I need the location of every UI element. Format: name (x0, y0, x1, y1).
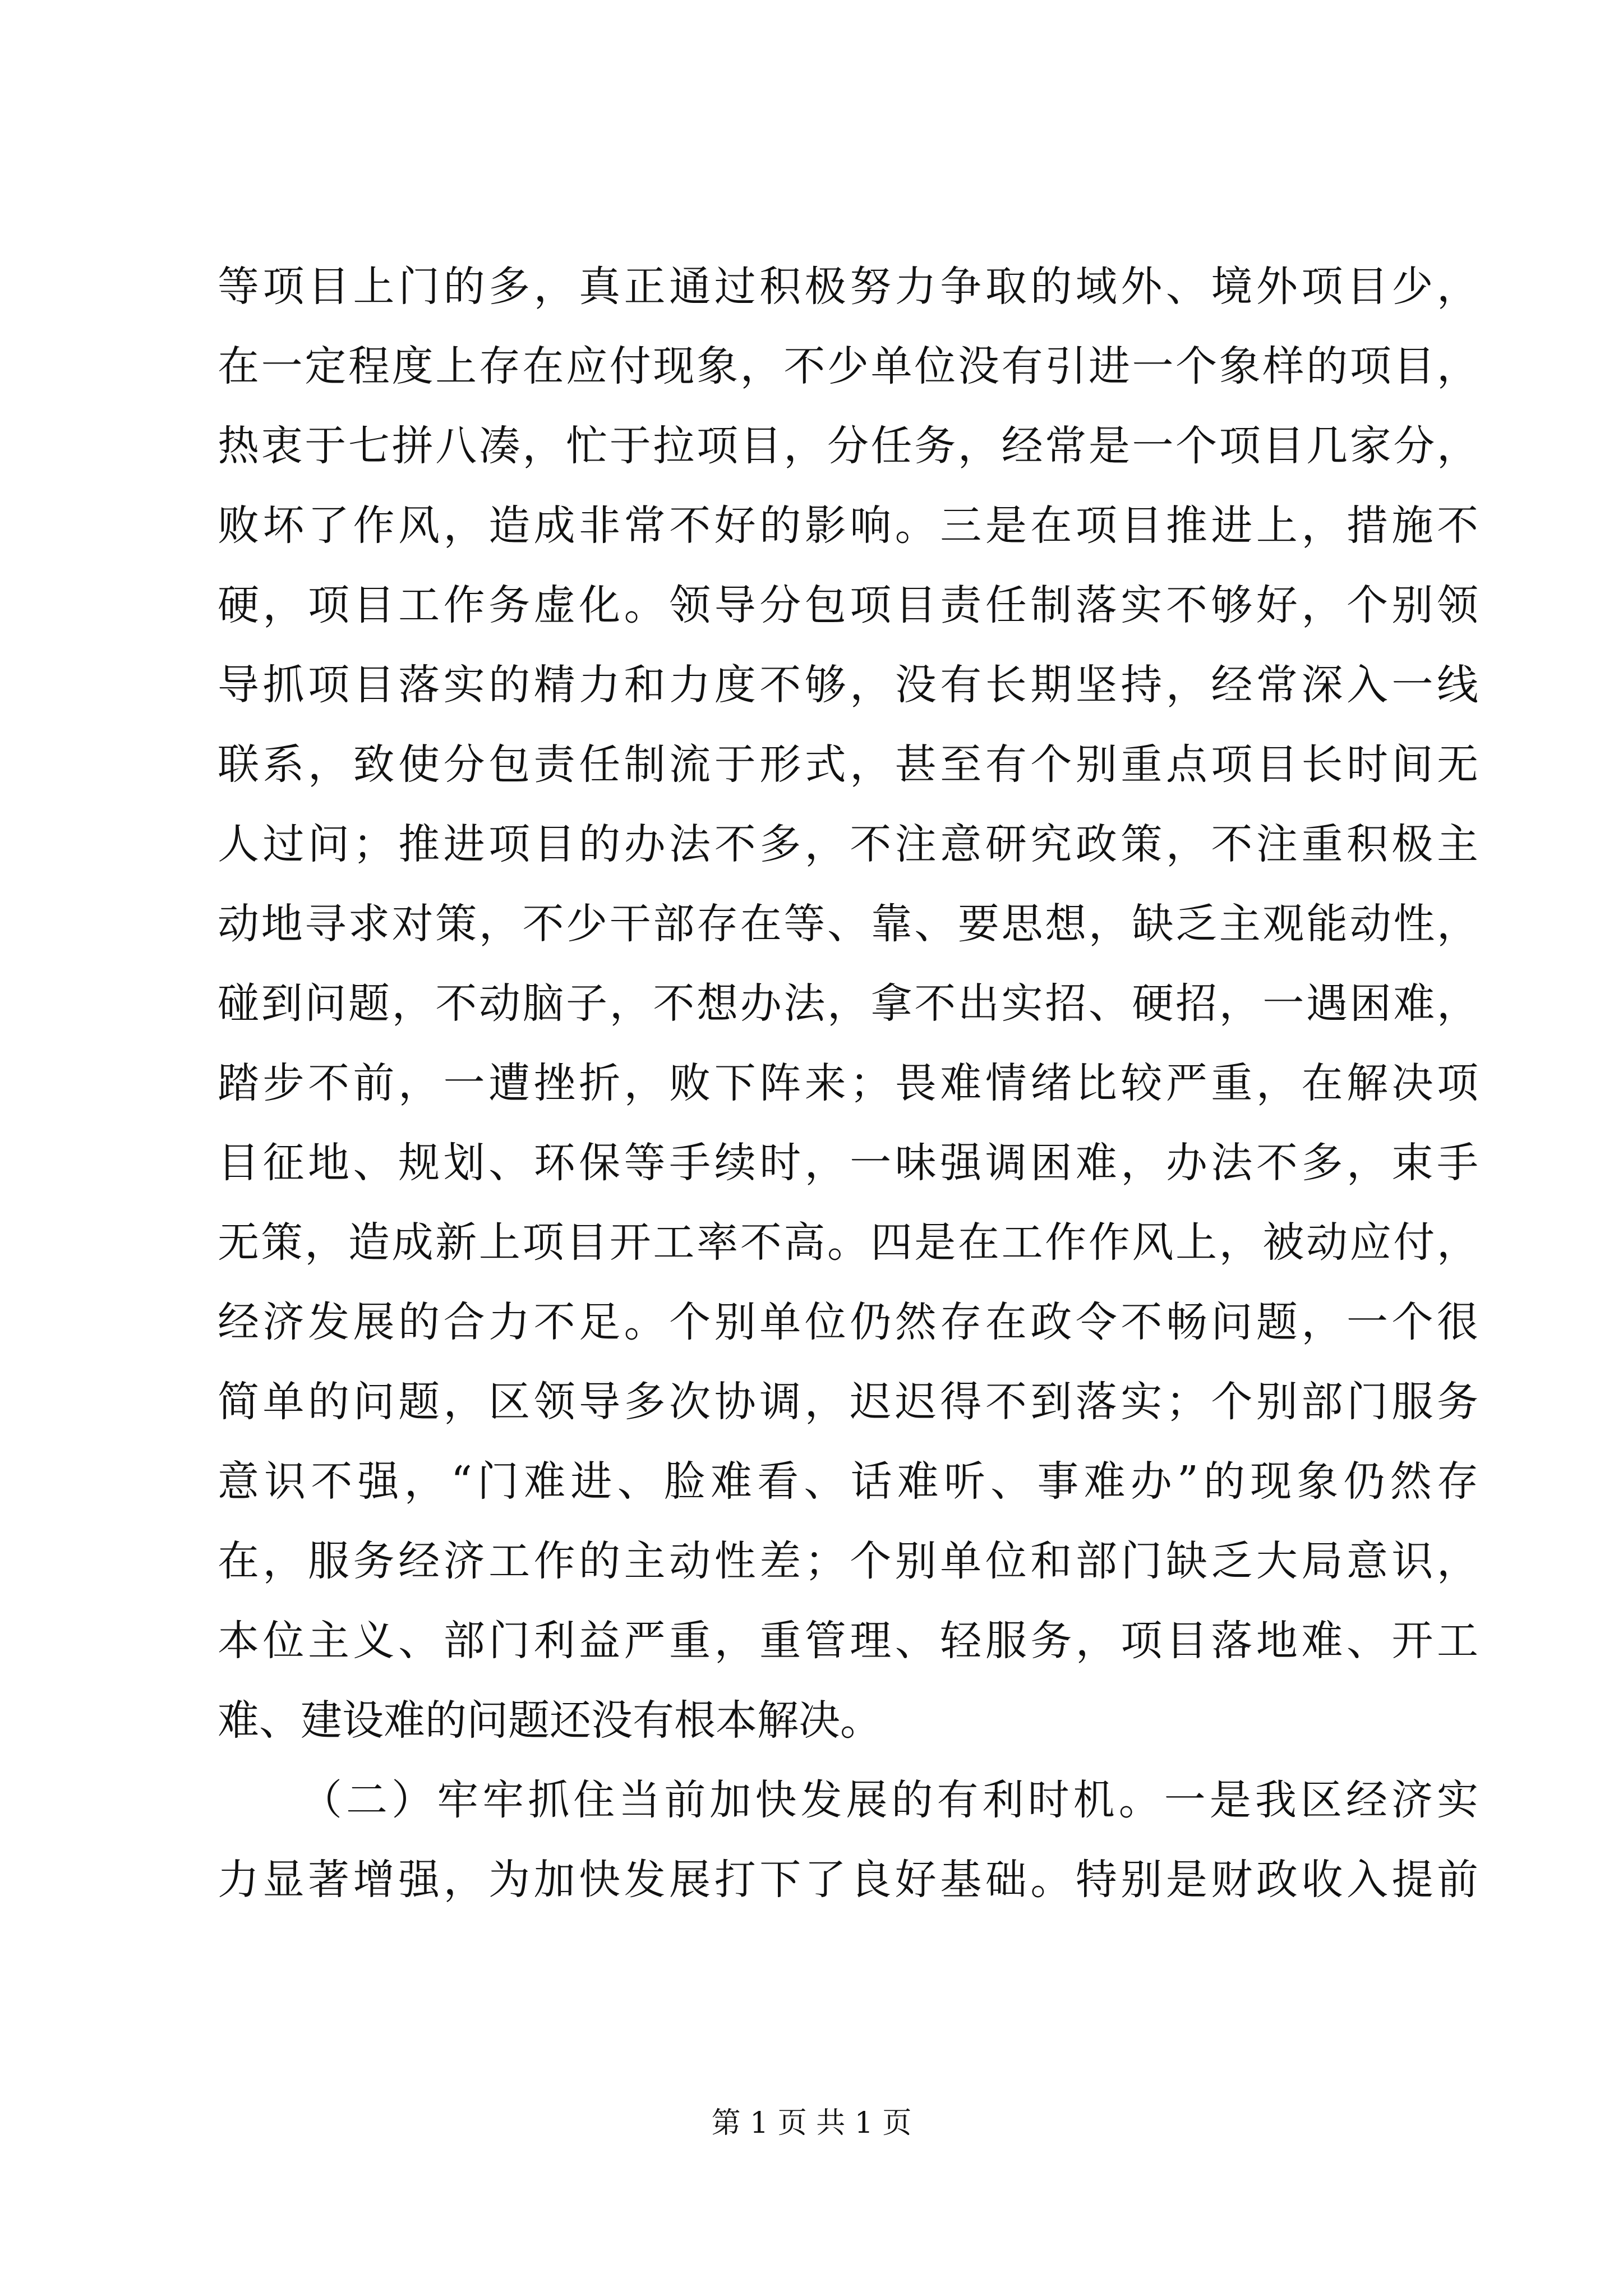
text-line: 碰到问题，不动脑子，不想办法，拿不出实招、硬招，一遇困难， (218, 979, 1478, 1028)
text-line: 硬，项目工作务虚化。领导分包项目责任制落实不够好，个别领 (218, 581, 1478, 629)
text-line: 人过问；推进项目的办法不多，不注意研究政策，不注重积极主 (218, 820, 1478, 868)
section-heading-line: （二）牢牢抓住当前加快发展的有利时机。一是我区经济实 (301, 1776, 1478, 1824)
text-line: 等项目上门的多，真正通过积极努力争取的域外、境外项目少， (218, 263, 1478, 311)
text-line: 简单的问题，区领导多次协调，迟迟得不到落实；个别部门服务 (218, 1378, 1478, 1426)
text-line: 热衷于七拼八凑，忙于拉项目，分任务，经常是一个项目几家分， (218, 422, 1478, 470)
page-footer (0, 2101, 1623, 2146)
text-line: 联系，致使分包责任制流于形式，甚至有个别重点项目长时间无 (218, 740, 1478, 789)
text-line: 踏步不前，一遭挫折，败下阵来；畏难情绪比较严重，在解决项 (218, 1059, 1478, 1107)
text-line: 意识不强，“门难进、脸难看、话难听、事难办”的现象仍然存 (218, 1457, 1478, 1506)
page-number: 第 1 页 共 1 页 (711, 2106, 912, 2140)
text-line: 动地寻求对策，不少干部存在等、靠、要思想，缺乏主观能动性， (218, 900, 1478, 948)
text-line: 导抓项目落实的精力和力度不够，没有长期坚持，经常深入一线 (218, 661, 1478, 709)
text-line: 力显著增强，为加快发展打下了良好基础。特别是财政收入提前 (218, 1856, 1478, 1904)
text-line: 无策，造成新上项目开工率不高。四是在工作作风上，被动应付， (218, 1218, 1478, 1267)
text-line: 经济发展的合力不足。个别单位仍然存在政令不畅问题，一个很 (218, 1298, 1478, 1346)
text-line: 目征地、规划、环保等手续时，一味强调困难，办法不多，束手 (218, 1139, 1478, 1187)
text-line: 在一定程度上存在应付现象，不少单位没有引进一个象样的项目， (218, 342, 1478, 390)
text-line: 败坏了作风，造成非常不好的影响。三是在项目推进上，措施不 (218, 501, 1478, 550)
document-body (218, 247, 1478, 1920)
text-line: 在，服务经济工作的主动性差；个别单位和部门缺乏大局意识， (218, 1537, 1478, 1585)
paragraph-end-line: 难、建设难的问题还没有根本解决。 (218, 1696, 882, 1745)
text-line: 本位主义、部门利益严重，重管理、轻服务，项目落地难、开工 (218, 1617, 1478, 1665)
